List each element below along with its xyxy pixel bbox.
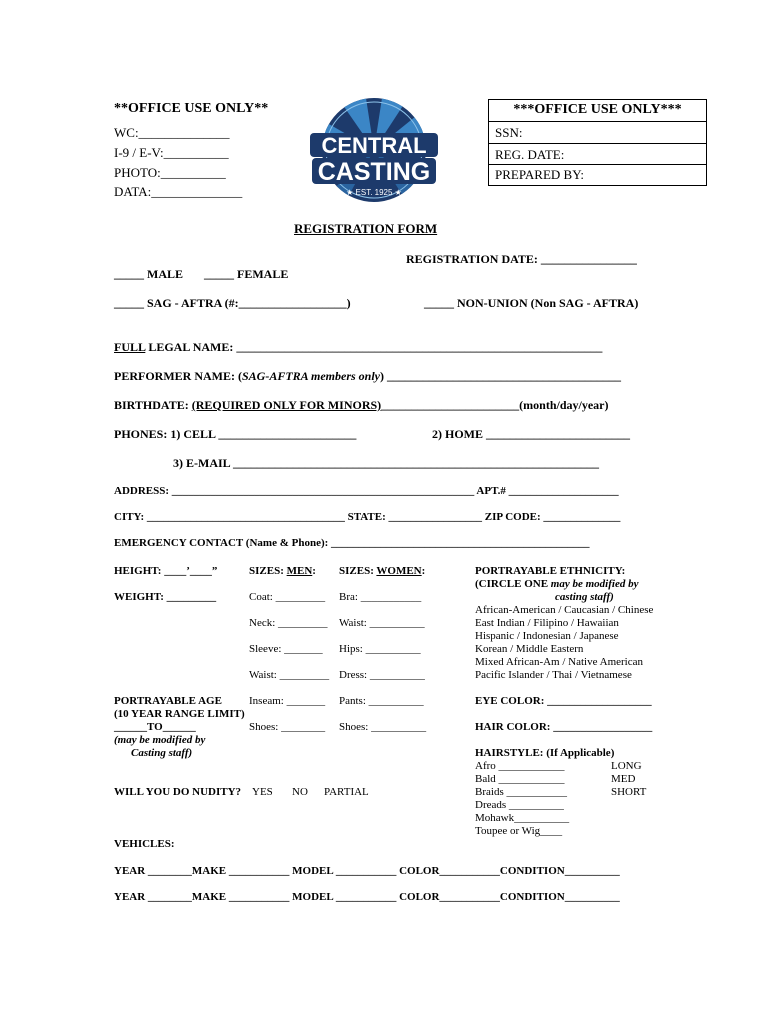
colon: : <box>421 565 426 577</box>
birthdate-field[interactable] <box>114 399 609 411</box>
male-option[interactable]: _____ MALE <box>114 267 183 281</box>
nudity-yes[interactable]: YES <box>252 786 273 798</box>
men-inseam-field[interactable]: Inseam: _______ <box>249 695 326 707</box>
sizes-label: SIZES: <box>339 565 377 577</box>
ethnicity-circle-note <box>475 579 638 590</box>
female-option[interactable]: _____ FEMALE <box>204 267 289 281</box>
women-hips-field[interactable]: Hips: __________ <box>339 643 421 655</box>
performer-name-note: SAG-AFTRA members only <box>241 369 381 383</box>
men-waist-field[interactable]: Waist: _________ <box>249 669 330 681</box>
hairstyle-title: HAIRSTYLE: (If Applicable) <box>475 747 615 759</box>
full-label: FULL <box>114 340 146 354</box>
email-field[interactable]: 3) E-MAIL _____________________________________________________________ <box>173 456 599 470</box>
reg-date-field[interactable]: REG. DATE: <box>495 147 565 162</box>
box-divider <box>489 121 706 122</box>
box-divider <box>489 164 706 165</box>
city-state-zip-field[interactable]: CITY: ____________________________________ STATE: _________________ ZIP CODE: ______________ <box>114 511 621 523</box>
address-field[interactable]: ADDRESS: _______________________________________________________ APT.# ____________________ <box>114 485 619 497</box>
form-title: REGISTRATION FORM <box>294 221 438 236</box>
ethnicity-title: PORTRAYABLE ETHNICITY: <box>475 565 626 577</box>
sizes-women-heading <box>339 566 425 577</box>
vehicle-row-2[interactable]: YEAR ________MAKE ___________ MODEL ___________ COLOR___________CONDITION__________ <box>114 891 620 903</box>
ethnicity-option[interactable]: Hispanic / Indonesian / Japanese <box>475 630 619 642</box>
data-field[interactable]: DATA:______________ <box>114 184 243 199</box>
office-use-left-title: **OFFICE USE ONLY** <box>114 101 269 116</box>
office-use-right-box <box>488 99 707 186</box>
hair-length-long[interactable]: LONG <box>611 760 642 772</box>
hairstyle-afro[interactable]: Afro ____________ <box>475 760 565 772</box>
logo-text-est: ★ EST. 1925 ★ <box>346 188 402 197</box>
central-casting-logo <box>308 98 440 204</box>
birthdate-line: _______________________(month/day/year) <box>381 398 609 412</box>
ssn-field[interactable]: SSN: <box>495 125 523 140</box>
height-field[interactable]: HEIGHT: ____’____” <box>114 565 218 577</box>
prepared-by-field[interactable]: PREPARED BY: <box>495 167 584 182</box>
office-use-right-title: ***OFFICE USE ONLY*** <box>513 102 682 117</box>
nudity-question: WILL YOU DO NUDITY? <box>114 786 242 798</box>
photo-field[interactable]: PHOTO:__________ <box>114 165 226 180</box>
weight-field[interactable]: WEIGHT: _________ <box>114 591 217 603</box>
women-bra-field[interactable]: Bra: ___________ <box>339 591 422 603</box>
circle-one-text: (CIRCLE ONE <box>475 578 551 590</box>
hair-length-med[interactable]: MED <box>611 773 636 785</box>
logo-graphic <box>308 98 440 204</box>
women-shoes-field[interactable]: Shoes: __________ <box>339 721 427 733</box>
men-neck-field[interactable]: Neck: _________ <box>249 617 328 629</box>
women-dress-field[interactable]: Dress: __________ <box>339 669 425 681</box>
box-divider <box>489 143 706 144</box>
hairstyle-mohawk[interactable]: Mohawk__________ <box>475 812 570 824</box>
ethnicity-option[interactable]: African-American / Caucasian / Chinese <box>475 604 654 616</box>
eye-color-field[interactable]: EYE COLOR: ___________________ <box>475 695 652 707</box>
registration-date-field[interactable]: REGISTRATION DATE: ________________ <box>406 252 637 266</box>
legal-name-rest: LEGAL NAME: _____________________________________________________________ <box>145 340 603 354</box>
women-pants-field[interactable]: Pants: __________ <box>339 695 424 707</box>
birthdate-note: (REQUIRED ONLY FOR MINORS) <box>191 398 382 412</box>
men-shoes-field[interactable]: Shoes: ________ <box>249 721 326 733</box>
vehicles-title: VEHICLES: <box>114 838 175 850</box>
hairstyle-braids[interactable]: Braids ___________ <box>475 786 567 798</box>
home-phone-field[interactable]: 2) HOME ________________________ <box>432 427 630 441</box>
emergency-contact-field[interactable]: EMERGENCY CONTACT (Name & Phone): _______________________________________________ <box>114 537 590 549</box>
age-range-field[interactable]: ______TO______ <box>114 721 196 733</box>
sizes-label: SIZES: <box>249 565 287 577</box>
ethnicity-option[interactable]: Pacific Islander / Thai / Vietnamese <box>475 669 632 681</box>
ethnicity-option[interactable]: East Indian / Filipino / Hawaiian <box>475 617 619 629</box>
birthdate-label: BIRTHDATE: <box>114 398 192 412</box>
non-union-option[interactable]: _____ NON-UNION (Non SAG - AFTRA) <box>424 296 639 310</box>
casting-staff-note: casting staff) <box>555 591 614 603</box>
nudity-partial[interactable]: PARTIAL <box>324 786 369 798</box>
hairstyle-toupee[interactable]: Toupee or Wig____ <box>475 825 563 837</box>
ethnicity-option[interactable]: Korean / Middle Eastern <box>475 643 584 655</box>
women-waist-field[interactable]: Waist: __________ <box>339 617 425 629</box>
modified-note: may be modified by <box>550 578 639 590</box>
hairstyle-dreads[interactable]: Dreads __________ <box>475 799 564 811</box>
hairstyle-bald[interactable]: Bald ____________ <box>475 773 565 785</box>
logo-text-casting: CASTING <box>317 158 431 186</box>
portrayable-age-title: PORTRAYABLE AGE <box>114 695 222 707</box>
performer-name-label: PERFORMER NAME: ( <box>114 369 242 383</box>
performer-name-field[interactable] <box>114 370 621 382</box>
men-sleeve-field[interactable]: Sleeve: _______ <box>249 643 323 655</box>
performer-name-line: ) _______________________________________ <box>380 369 622 383</box>
women-word: WOMEN <box>376 565 422 577</box>
age-modified-note: (may be modified by <box>114 734 206 746</box>
cell-phone-field[interactable]: PHONES: 1) CELL _______________________ <box>114 427 357 441</box>
wc-field[interactable]: WC:______________ <box>114 125 230 140</box>
sag-aftra-option[interactable]: _____ SAG - AFTRA (#:__________________) <box>114 296 351 310</box>
colon: : <box>312 565 316 577</box>
full-legal-name-field[interactable] <box>114 341 602 353</box>
nudity-no[interactable]: NO <box>292 786 308 798</box>
vehicle-row-1[interactable]: YEAR ________MAKE ___________ MODEL ___________ COLOR___________CONDITION__________ <box>114 865 620 877</box>
men-word: MEN <box>286 565 313 577</box>
men-coat-field[interactable]: Coat: _________ <box>249 591 326 603</box>
hair-length-short[interactable]: SHORT <box>611 786 647 798</box>
i9-field[interactable]: I-9 / E-V:__________ <box>114 145 229 160</box>
sizes-men-heading <box>249 566 316 577</box>
age-range-limit: (10 YEAR RANGE LIMIT) <box>114 708 245 720</box>
age-casting-staff-note: Casting staff) <box>131 747 193 759</box>
ethnicity-option[interactable]: Mixed African-Am / Native American <box>475 656 644 668</box>
logo-text-central: CENTRAL <box>321 133 427 158</box>
hair-color-field[interactable]: HAIR COLOR: __________________ <box>475 721 653 733</box>
